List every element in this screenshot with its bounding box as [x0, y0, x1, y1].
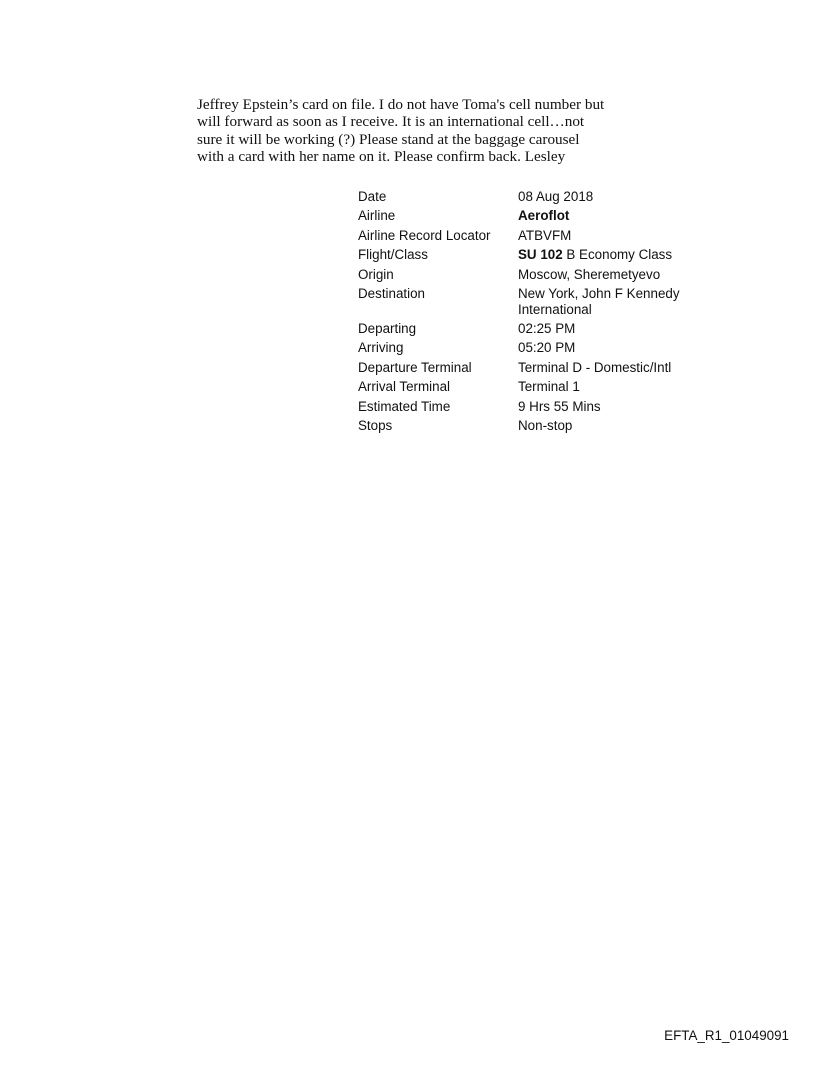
itinerary-row-arrival-terminal	[358, 379, 698, 398]
itinerary-row-stops	[358, 418, 698, 437]
itinerary-row-date	[358, 189, 698, 208]
stops-value: Non-stop	[518, 417, 573, 433]
date-label: Date	[358, 189, 387, 204]
flight-itinerary-table	[358, 189, 698, 437]
departure-terminal-value: Terminal D - Domestic/Intl	[518, 359, 672, 375]
letter-line: Jeffrey Epstein’s card on file. I do not have Toma's cell number but	[197, 96, 605, 113]
itinerary-row-destination	[358, 286, 698, 321]
destination-value-line1: New York, John F Kennedy	[518, 285, 680, 301]
record-locator-value: ATBVFM	[518, 227, 572, 243]
itinerary-row-estimated-time	[358, 399, 698, 418]
arrival-terminal-label: Arrival Terminal	[358, 379, 451, 395]
airline-value: Aeroflot	[518, 208, 570, 224]
estimated-time-value: 9 Hrs 55 Mins	[518, 398, 601, 414]
record-locator-label: Airline Record Locator	[358, 227, 491, 243]
itinerary-row-origin	[358, 267, 698, 286]
arrival-terminal-value: Terminal 1	[518, 379, 580, 395]
arriving-value: 05:20 PM	[518, 340, 576, 356]
flight-number: SU 102	[518, 247, 563, 263]
itinerary-row-airline	[358, 208, 698, 227]
itinerary-row-record-locator	[358, 228, 698, 247]
travel-class: B Economy Class	[562, 247, 673, 263]
itinerary-row-flight-class	[358, 247, 698, 266]
arriving-label: Arriving	[358, 340, 404, 356]
departing-label: Departing	[358, 320, 417, 336]
itinerary-row-departure-terminal	[358, 360, 698, 379]
letter-paragraph	[197, 96, 667, 166]
origin-value: Moscow, Sheremetyevo	[518, 266, 661, 282]
letter-line: sure it will be working (?) Please stand at the baggage carousel	[197, 130, 580, 148]
origin-label: Origin	[358, 266, 394, 282]
flight-class-label: Flight/Class	[358, 247, 428, 263]
letter-line: will forward as soon as I receive. It is an international cell…not	[197, 113, 585, 131]
itinerary-row-arriving	[358, 340, 698, 359]
airline-label: Airline	[358, 208, 396, 224]
flight-class-value	[518, 247, 698, 266]
estimated-time-label: Estimated Time	[358, 398, 451, 414]
letter-line: with a card with her name on it. Please confirm back. Lesley	[197, 148, 566, 166]
departure-terminal-label: Departure Terminal	[358, 359, 472, 375]
stops-label: Stops	[358, 417, 393, 433]
itinerary-row-departing	[358, 321, 698, 340]
departing-value: 02:25 PM	[518, 320, 576, 336]
destination-label: Destination	[358, 285, 425, 301]
document-id-stamp: EFTA_R1_01049091	[664, 1028, 789, 1043]
destination-value-line2: International	[518, 301, 592, 317]
destination-value	[518, 286, 698, 321]
date-value: 08 Aug 2018	[518, 189, 594, 204]
